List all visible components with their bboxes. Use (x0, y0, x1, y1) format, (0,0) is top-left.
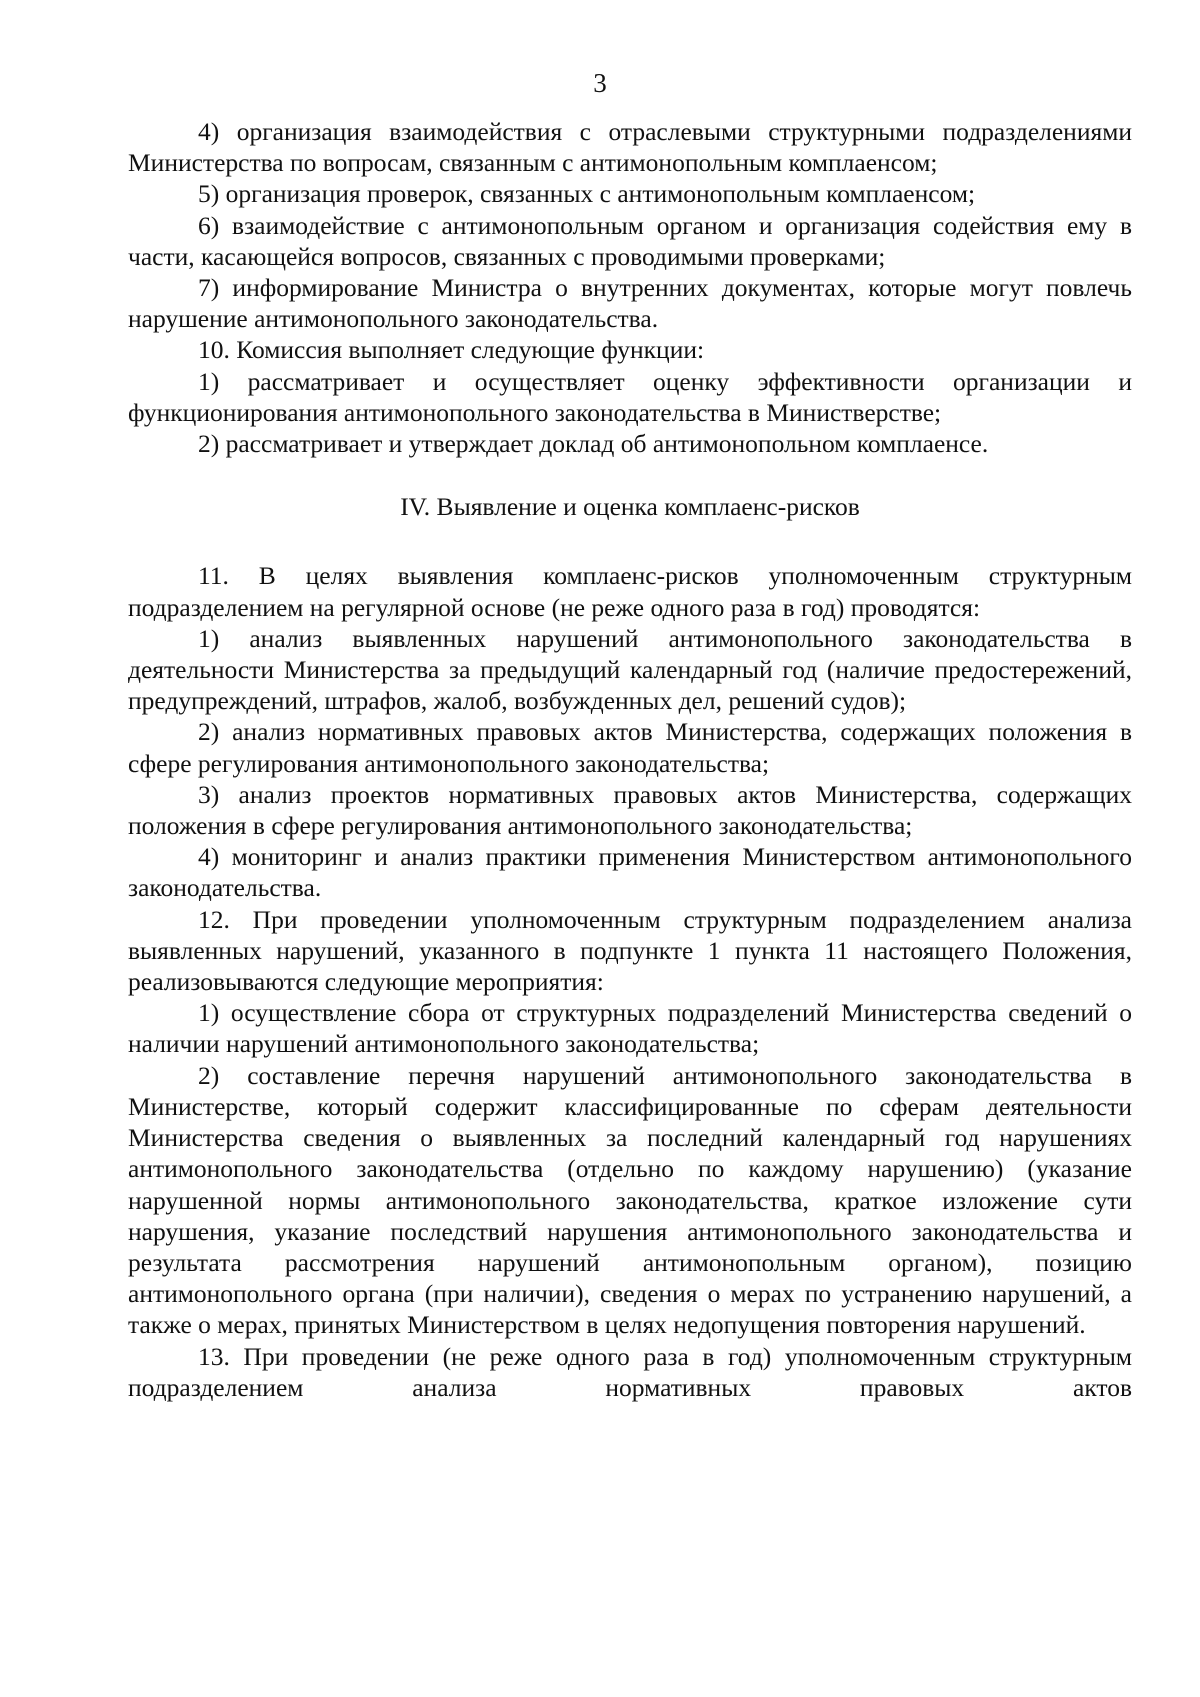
paragraph: 7) информирование Министра о внутренних документах, которые могут повлечь нарушение антимонопольного законодательства. (128, 273, 1132, 334)
paragraph: 2) составление перечня нарушений антимонопольного законодательства в Министерстве, который содержит классифицированные по сферам деятельности Министерства сведения о выявленных за последний календарный год нарушениях антимонопольного законодательства (отдельно по каждому нарушению) (указание нарушенной нормы антимонопольного законодательства, краткое изложение сути нарушения, указание последствий нарушения антимонопольного законодательства и результата рассмотрения нарушений антимонопольным органом), позицию антимонопольного органа (при наличии), сведения о мерах по устранению нарушений, а также о мерах, принятых Министерством в целях недопущения повторения нарушений. (128, 1060, 1132, 1340)
paragraph: 1) рассматривает и осуществляет оценку эффективности организации и функционирования антимонопольного законодательства в Министверстве; (128, 366, 1132, 427)
document-body (128, 116, 1132, 1403)
paragraph: 10. Комиссия выполняет следующие функции: (198, 335, 705, 365)
paragraph: 1) осуществление сбора от структурных подразделений Министерства сведений о наличии нарушений антимонопольного законодательства; (128, 998, 1132, 1059)
paragraph: 6) взаимодействие с антимонопольным органом и организация содействия ему в части, касающейся вопросов, связанных с проводимыми проверками; (128, 210, 1132, 271)
paragraph: 2) анализ нормативных правовых актов Министерства, содержащих положения в сфере регулирования антимонопольного законодательства; (128, 717, 1132, 778)
paragraph: 1) анализ выявленных нарушений антимонопольного законодательства в деятельности Министерства за предыдущий календарный год (наличие предостережений, предупреждений, штрафов, жалоб, возбужденных дел, решений судов); (128, 623, 1132, 716)
section-heading: IV. Выявление и оценка комплаенс-рисков (400, 492, 860, 522)
paragraph: 5) организация проверок, связанных с антимонопольным комплаенсом; (198, 179, 976, 209)
page-number: 3 (593, 68, 607, 98)
paragraph: 3) анализ проектов нормативных правовых актов Министерства, содержащих положения в сфере регулирования антимонопольного законодательства; (128, 779, 1132, 841)
paragraph: 11. В целях выявления комплаенс-рисков уполномоченным структурным подразделением на регулярной основе (не реже одного раза в год) проводятся: (128, 561, 1132, 622)
paragraph: 12. При проведении уполномоченным структурным подразделением анализа выявленных нарушений, указанного в подпункте 1 пункта 11 настоящего Положения, реализовываются следующие мероприятия: (128, 904, 1132, 997)
paragraph-continued: 13. При проведении (не реже одного раза в год) уполномоченным структурным подразделением анализа нормативных правовых актов (128, 1341, 1132, 1402)
paragraph: 4) организация взаимодействия с отраслевыми структурными подразделениями Министерства по вопросам, связанным с антимонопольным комплаенсом; (128, 117, 1132, 178)
paragraph: 4) мониторинг и анализ практики применения Министерством антимонопольного законодательства. (128, 842, 1132, 903)
paragraph: 2) рассматривает и утверждает доклад об антимонопольном комплаенсе. (198, 429, 989, 459)
